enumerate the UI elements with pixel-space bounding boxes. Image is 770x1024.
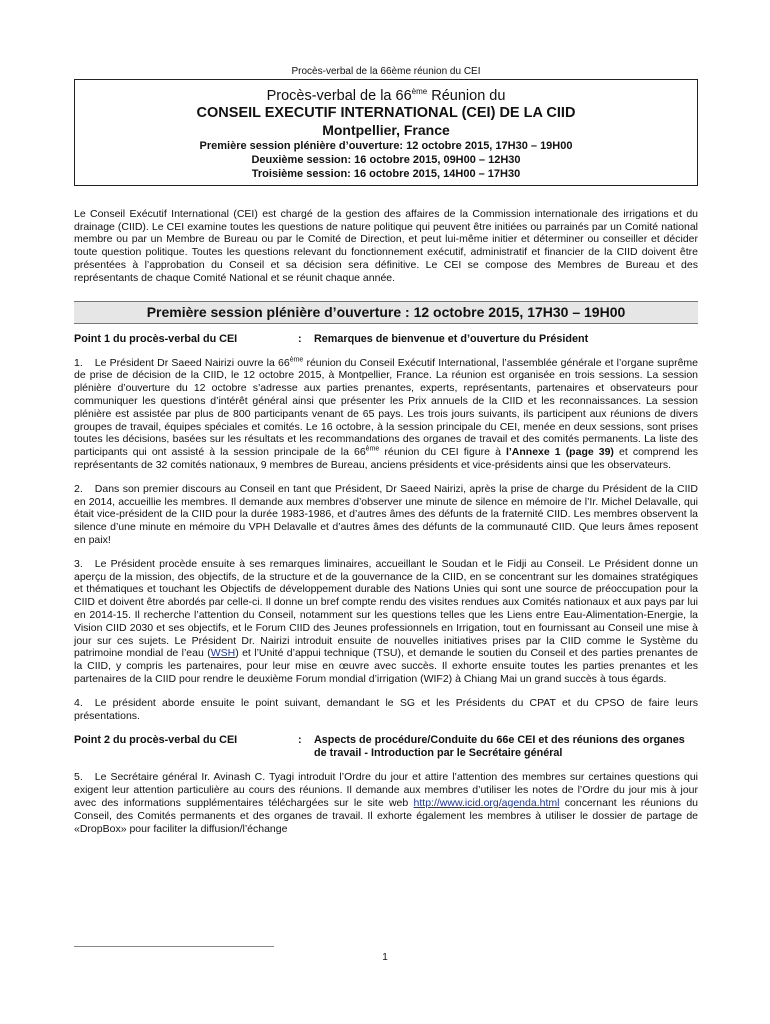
paragraph-1-number: 1. bbox=[74, 356, 83, 369]
page-number: 1 bbox=[382, 952, 388, 963]
paragraph-5-text-a: Le Secrétaire général Ir. Avinash C. Tyagi introduit l’Ordre du jour et attire l’attention des membres sur certaines questions qui exigent leur attention particulière au cours des réunions. Il demande aux membres d’utiliser les notes de l’Ordre du jour mis à jour avec des informations supplémentaires téléchargées sur le site web bbox=[74, 771, 698, 809]
paragraph-5 bbox=[74, 771, 698, 835]
point-2-label: Point 2 du procès-verbal du CEI bbox=[74, 734, 238, 747]
paragraph-5-text-b: concernant les réunions du Conseil, des Comités permanents et des organes de travail. Il exhorte également les membres à utiliser le dossier de partage de «DropBox» pour faciliter la diffusion/l’échange bbox=[74, 796, 699, 835]
paragraph-2-text: Dans son premier discours au Conseil en tant que Président, Dr Saeed Nairizi, après la prise de charge du Président de la CIID en 2014, accueillie les membres. Il demande aux membres d’observer une minute de silence en mémoire de l’Ir. Michel Delavalle, qui était vice-président de la CIID pour la durée 1983-1986, et d’autres âmes des défunts de la fraternité CIID. Les membres observent la silence d’une minute en mémoire du VPH Delavalle et d’autres âmes des défunts de la communauté CIID. Que leurs âmes reposent en paix! bbox=[74, 482, 698, 546]
paragraph-3-number: 3. bbox=[74, 557, 83, 570]
agenda-link[interactable]: http://www.icid.org/agenda.html bbox=[413, 796, 560, 809]
point-1-label: Point 1 du procès-verbal du CEI bbox=[74, 332, 238, 345]
session-3: Troisième session: 16 octobre 2015, 14H00 – 17H30 bbox=[251, 167, 521, 180]
session-1: Première session plénière d’ouverture: 12 octobre 2015, 17H30 – 19H00 bbox=[199, 139, 573, 152]
paragraph-1-sup-2: ème bbox=[365, 445, 380, 453]
paragraph-1-sup-1: ème bbox=[289, 356, 304, 364]
title-line-1-end: Réunion du bbox=[427, 87, 506, 104]
title-council: CONSEIL EXECUTIF INTERNATIONAL (CEI) DE LA CIID bbox=[196, 104, 576, 121]
paragraph-5-number: 5. bbox=[74, 771, 83, 784]
section-heading: Première session plénière d’ouverture : 12 octobre 2015, 17H30 – 19H00 bbox=[74, 301, 698, 324]
point-1-heading bbox=[74, 333, 698, 346]
paragraph-1-text-b: réunion du Conseil Exécutif International, l’assemblée générale et l’organe suprême de prise de décision de la CIID, le 12 octobre 2015, à Montpellier, France. La réunion est organisée en trois sessions. La session plénière d’ouverture du 12 octobre s’adresse aux parties prenantes, experts, représentants, partenaires et observateurs pour communiquer les questions d’intérêt général ainsi que présenter les Prix annuels de la CIID et les reconnaissances. La session plénière est assistée par plus de 800 participants venant de 65 pays. Les trois jours suivants, ils participent aux réunions de divers groupes de travail, équipes spéciales et comités. Le 16 octobre, à la session principale du CEI, menée en deux sessions, sont prises toutes les décisions, basées sur les résultats et les recommandations des organes de travail et des comités permanents. La liste des participants qui ont assisté à la session principale de la 66 bbox=[74, 356, 699, 459]
title-line-1-sup: ème bbox=[411, 87, 428, 96]
point-2-colon: : bbox=[298, 734, 302, 747]
title-line-1 bbox=[79, 83, 693, 105]
paragraph-1-text-a: Le Président Dr Saeed Nairizi ouvre la 66 bbox=[94, 356, 290, 369]
title-line-1-text: Procès-verbal de la 66 bbox=[266, 87, 412, 104]
title-location: Montpellier, France bbox=[322, 121, 450, 138]
title-box bbox=[74, 79, 698, 186]
wsh-link[interactable]: WSH bbox=[210, 647, 236, 660]
paragraph-3 bbox=[74, 558, 698, 686]
point-1-colon: : bbox=[298, 332, 302, 345]
document-page bbox=[74, 66, 698, 835]
paragraph-1-text-d: et comprend les représentants de 32 comités nationaux, 9 membres de Bureau, anciens présidents et vice-présidents ainsi que les observateurs. bbox=[74, 446, 698, 471]
paragraph-2-number: 2. bbox=[74, 482, 83, 495]
paragraph-1-text-c: réunion du CEI figure à bbox=[379, 446, 506, 459]
annex-reference: l’Annexe 1 (page 39) bbox=[505, 446, 614, 459]
session-2: Deuxième session: 16 octobre 2015, 09H00 – 12H30 bbox=[251, 153, 521, 166]
point-1-title: Remarques de bienvenue et d’ouverture du Président bbox=[314, 332, 589, 345]
paragraph-4 bbox=[74, 697, 698, 723]
paragraph-3-text-a: Le Président procède ensuite à ses remarques liminaires, accueillant le Soudan et le Fidji au Conseil. Le Président donne un aperçu de la mission, des objectifs, de la structure et de la gouvernance de la CIID, en se concentrant sur les domaines stratégiques et thématiques et touchant les Objectifs de développement durable des Nations Unies qui sont une source de préoccupation pour la CIID et doivent être abordés par celle-ci. Il donne un bref compte rendu des visites rendues aux Comités nationaux et aux pays par lui en 2014-15. Il recherche l’attention du Conseil, notamment sur les questions telles que les Liens entre Eau-Alimentation-Energie, la Vision CIID 2030 et ses objectifs, et le Forum CIID des Jeunes professionnels en Irrigation, tout en fournissant au Conseil une mise à jour sur ces sujets. Le Président Dr. Nairizi introduit ensuite de nouvelles initiatives prises par la CIID comme le Système du patrimoine mondial de l’eau ( bbox=[74, 557, 698, 660]
running-header: Procès-verbal de la 66ème réunion du CEI bbox=[291, 66, 481, 77]
footer-rule bbox=[74, 946, 274, 947]
intro-paragraph: Le Conseil Exécutif International (CEI) est chargé de la gestion des affaires de la Commission internationale des irrigations et du drainage (CIID). Le CEI examine toutes les questions de nature politique qui peuvent être initiées ou parrainés par un Comité national membre ou par un Membre de Bureau ou par le Comité de Direction, et peut lui-même initier et déterminer ou conseiller et décider toute question politique. Toutes les questions relevant du fonctionnement exécutif, administratif et financier de la CIID doivent être présentées à l’approbation du Conseil et sa décision sera définitive. Le CEI se compose des Membres de Bureau et des représentants de chaque Comité National et se réunit chaque année. bbox=[74, 207, 698, 284]
paragraph-4-number: 4. bbox=[74, 696, 83, 709]
paragraph-2 bbox=[74, 483, 698, 547]
paragraph-1 bbox=[74, 357, 698, 472]
point-2-heading bbox=[74, 734, 698, 760]
paragraph-4-text: Le président aborde ensuite le point suivant, demandant le SG et les Présidents du CPAT et du CPSO de faire leurs présentations. bbox=[74, 696, 698, 722]
paragraph-3-text-b: ) et l’Unité d’appui technique (TSU), et demande le soutien du Conseil et des parties prenantes de la CIID, y compris les partenaires, pour leur mise en œuvre avec succès. Il exhorte ensuite toutes les parties prenantes et les partenaires de la CIID pour rendre le deuxième Forum mondial d’irrigation (WIF2) à Chiang Mai un grand succès à tous égards. bbox=[74, 647, 698, 685]
point-2-title: Aspects de procédure/Conduite du 66e CEI et des réunions des organes de travail - Introduction par le Secrétaire général bbox=[314, 734, 685, 760]
